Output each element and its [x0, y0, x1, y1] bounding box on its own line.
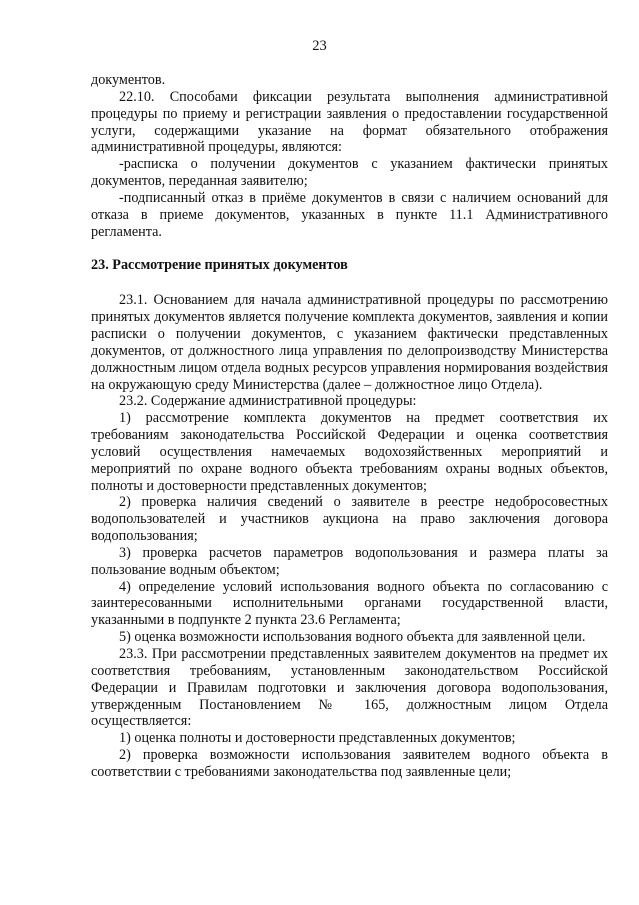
list-item-2: 2) проверка наличия сведений о заявителе в реестре недобросовестных водопользователей и участников аукциона на право заключения договора водопользования;: [91, 494, 608, 545]
paragraph-23-3: 23.3. При рассмотрении представленных заявителем документов на предмет их соответствия требованиям, установленным законодательством Российской Федерации и Правилам подготовки и заключения договора водопользования, утвержденным Постановлением № 165, должностным лицом Отдела осуществляется:: [91, 646, 608, 730]
paragraph-continuation: документов.: [91, 72, 166, 88]
list-item-4: 4) определение условий использования водного объекта по согласованию с заинтересованными исполнительными органами государственной власти, указанными в подпункте 2 пункта 23.6 Регламента;: [91, 578, 608, 629]
list-item-3: 3) проверка расчетов параметров водопользования и размера платы за пользование водным объектом;: [91, 544, 608, 578]
list-item-refusal: -подписанный отказ в приёме документов в связи с наличием оснований для отказа в приеме документов, указанных в пункте 11.1 Административного регламента.: [91, 189, 608, 240]
paragraph-23-1: 23.1. Основанием для начала административной процедуры по рассмотрению принятых документов является получение комплекта документов, заявления и копии расписки о получении документов, с указанием фактически представленных документов, от должностного лица управления по делопроизводству Министерства должностным лицом отдела водных ресурсов управления нормирования воздействия на окружающую среду Министерства (далее – должностное лицо Отдела).: [91, 292, 608, 393]
list-item-receipt: -расписка о получении документов с указанием фактически принятых документов, переданная заявителю;: [91, 156, 608, 190]
list-item-23-3-2: 2) проверка возможности использования заявителем водного объекта в соответствии с требованиями законодательства под заявленные цели;: [91, 747, 608, 780]
section-heading: 23. Рассмотрение принятых документов: [91, 257, 348, 274]
list-item-1: 1) рассмотрение комплекта документов на предмет соответствия их требованиям законодательства Российской Федерации и оценка соответствия условий осуществления намечаемых водохозяйственных мероприятий и мероприятий по охране водного объекта требованиям охраны водных объектов, полноты и достоверности представленных документов;: [91, 410, 608, 494]
paragraph-22-10: 22.10. Способами фиксации результата выполнения административной процедуры по приему и регистрации заявления о предоставлении государственной услуги, содержащими указание на формат обязательного отображения административной процедуры, являются:: [91, 88, 608, 156]
list-item-5: 5) оценка возможности использования водного объекта для заявленной цели.: [119, 629, 586, 646]
list-item-23-3-1: 1) оценка полноты и достоверности представленных документов;: [119, 730, 516, 747]
document-body: [91, 72, 608, 781]
paragraph-23-2: 23.2. Содержание административной процедуры:: [119, 393, 417, 410]
page-number: 23: [312, 38, 327, 54]
